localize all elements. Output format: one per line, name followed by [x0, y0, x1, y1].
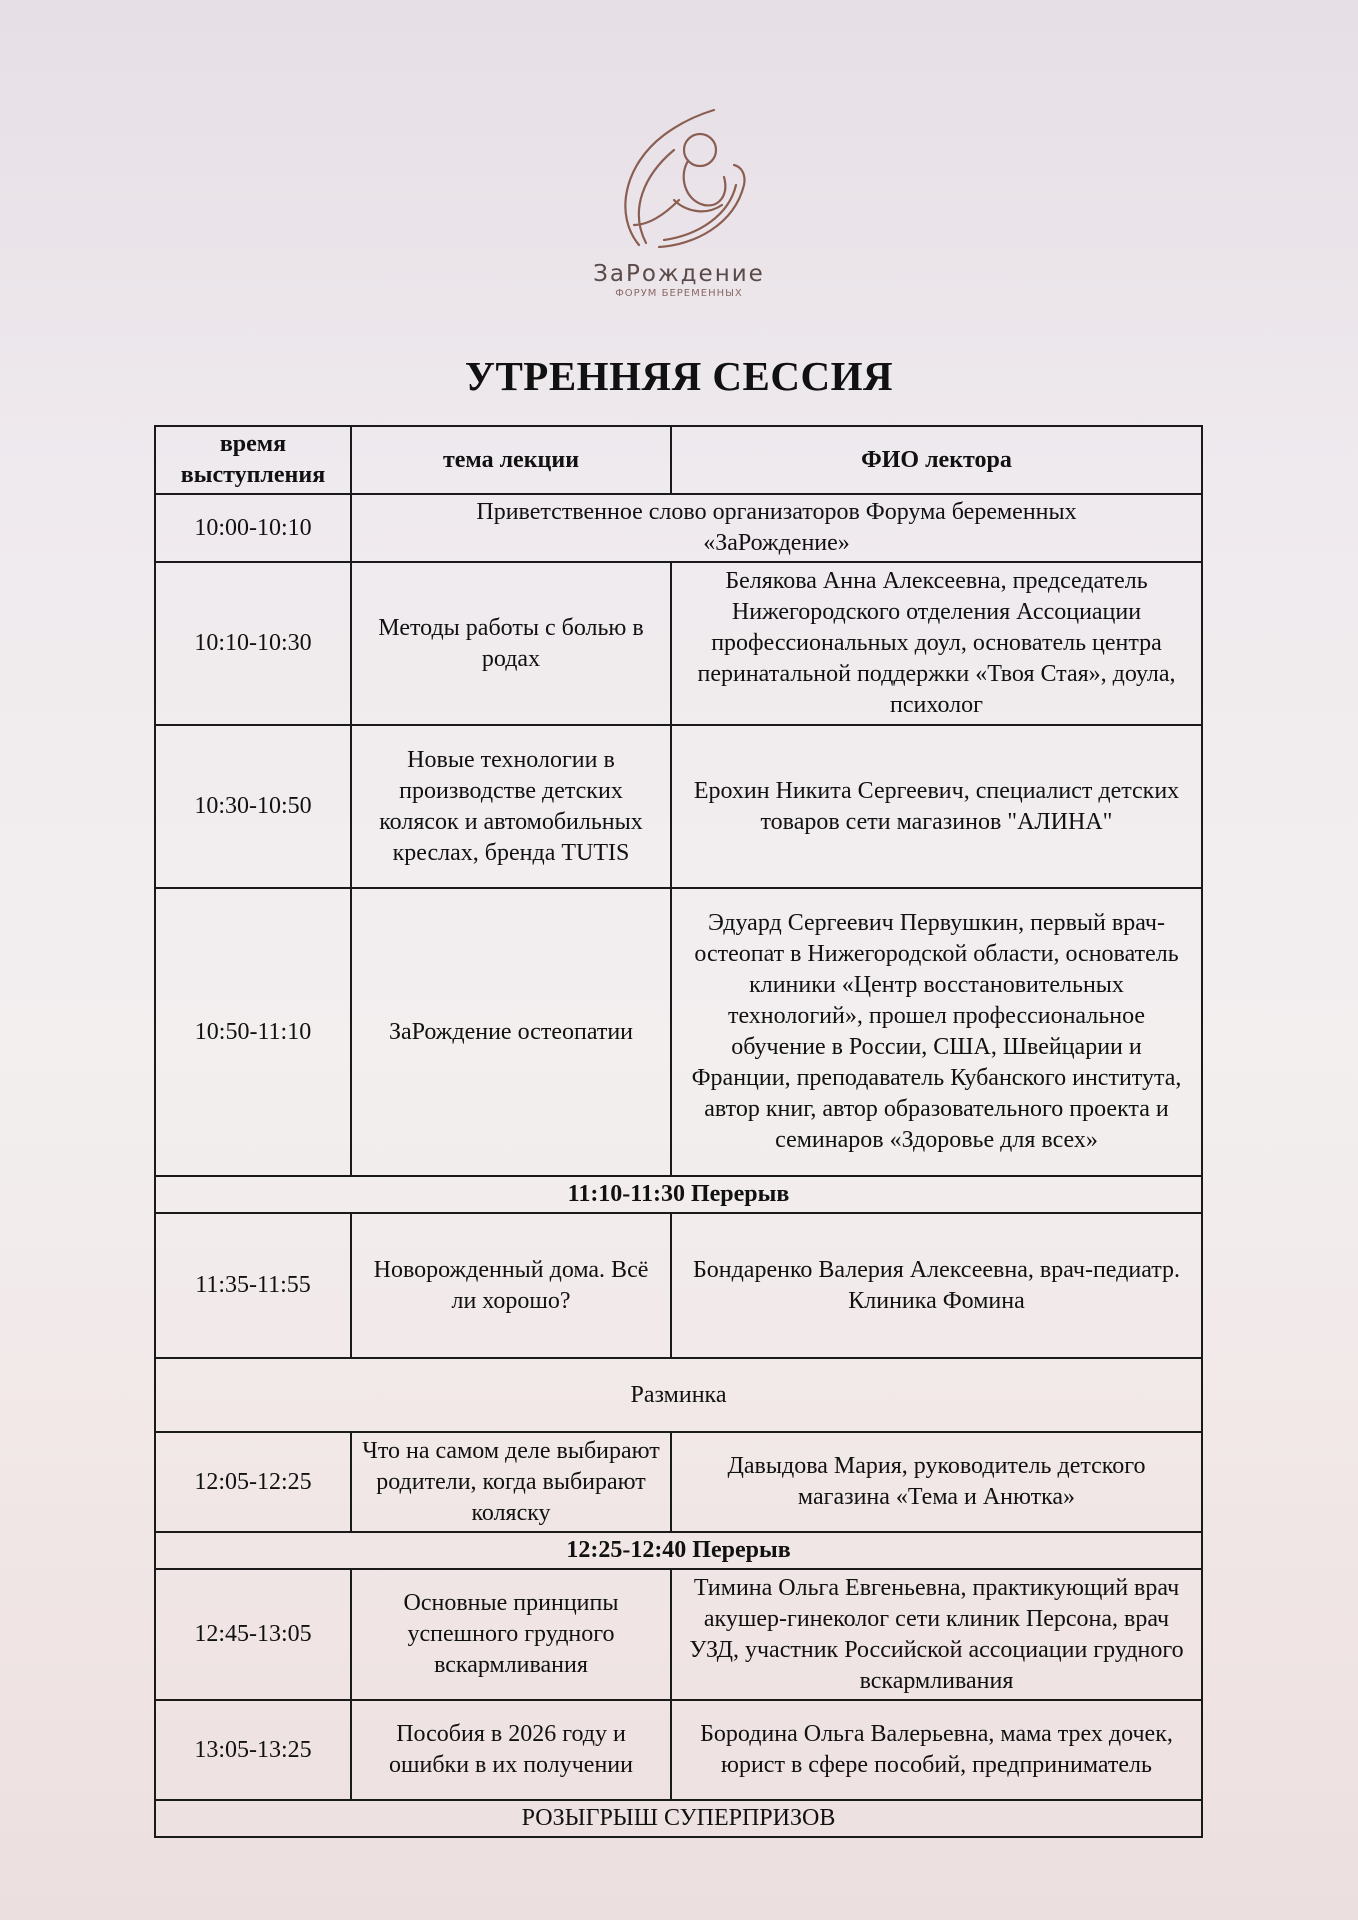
- logo: [0, 105, 1358, 299]
- break-cell: 12:25-12:40 Перерыв: [155, 1532, 1202, 1569]
- break-cell: 11:10-11:30 Перерыв: [155, 1176, 1202, 1213]
- table-row: [155, 1700, 1202, 1800]
- table-header-row: [155, 426, 1202, 494]
- page-title: УТРЕННЯЯ СЕССИЯ: [464, 353, 894, 399]
- schedule-table: [154, 425, 1203, 1838]
- topic-cell: ЗаРождение остеопатии: [351, 888, 671, 1176]
- lecturer-cell: Ерохин Никита Сергеевич, специалист детских товаров сети магазинов "АЛИНА": [671, 725, 1202, 888]
- time-cell: 10:30-10:50: [155, 725, 351, 888]
- break-row: [155, 1176, 1202, 1213]
- prize-cell: РОЗЫГРЫШ СУПЕРПРИЗОВ: [155, 1800, 1202, 1837]
- mother-and-child-logo-icon: [604, 105, 754, 255]
- header-lecturer: ФИО лектора: [671, 426, 1202, 494]
- time-cell: 12:05-12:25: [155, 1432, 351, 1532]
- time-cell: 10:50-11:10: [155, 888, 351, 1176]
- warmup-cell: Разминка: [155, 1358, 1202, 1432]
- lecturer-cell: Эдуард Сергеевич Первушкин, первый врач-остеопат в Нижегородской области, основатель клиники «Центр восстановительных технологий», прошел профессиональное обучение в России, США, Швейцарии и Франции, преподаватель Кубанского института, автор книг, автор образовательного проекта и семинаров «Здоровье для всех»: [671, 888, 1202, 1176]
- table-row: [155, 1213, 1202, 1358]
- table-row: [155, 562, 1202, 725]
- lecturer-cell: Бородина Ольга Валерьевна, мама трех дочек, юрист в сфере пособий, предприниматель: [671, 1700, 1202, 1800]
- lecturer-cell: Бондаренко Валерия Алексеевна, врач-педиатр. Клиника Фомина: [671, 1213, 1202, 1358]
- time-cell: 10:10-10:30: [155, 562, 351, 725]
- logo-subtitle: ФОРУМ БЕРЕМЕННЫХ: [615, 288, 743, 299]
- table-row: [155, 1432, 1202, 1532]
- warmup-row: [155, 1358, 1202, 1432]
- topic-cell: Пособия в 2026 году и ошибки в их получении: [351, 1700, 671, 1800]
- table-row: [155, 888, 1202, 1176]
- table-row: [155, 725, 1202, 888]
- break-row: [155, 1532, 1202, 1569]
- time-cell: 13:05-13:25: [155, 1700, 351, 1800]
- header-topic: тема лекции: [351, 426, 671, 494]
- lecturer-cell: Тимина Ольга Евгеньевна, практикующий врач акушер-гинеколог сети клиник Персона, врач УЗД, участник Российской ассоциации грудного вскармливания: [671, 1569, 1202, 1700]
- lecturer-cell: Давыдова Мария, руководитель детского магазина «Тема и Анютка»: [671, 1432, 1202, 1532]
- topic-cell: Методы работы с болью в родах: [351, 562, 671, 725]
- time-cell: 10:00-10:10: [155, 494, 351, 562]
- time-cell: 11:35-11:55: [155, 1213, 351, 1358]
- time-cell: 12:45-13:05: [155, 1569, 351, 1700]
- prize-row: [155, 1800, 1202, 1837]
- topic-cell: Новые технологии в производстве детских колясок и автомобильных креслах, бренда TUTIS: [351, 725, 671, 888]
- table-row: [155, 1569, 1202, 1700]
- table-row: [155, 494, 1202, 562]
- topic-cell: Новорожденный дома. Всё ли хорошо?: [351, 1213, 671, 1358]
- welcome-cell: Приветственное слово организаторов Форума беременных «ЗаРождение»: [351, 494, 1202, 562]
- header-time: время выступления: [155, 426, 351, 494]
- lecturer-cell: Белякова Анна Алексеевна, председатель Нижегородского отделения Ассоциации профессиональных доул, основатель центра перинатальной поддержки «Твоя Стая», доула, психолог: [671, 562, 1202, 725]
- logo-name: ЗаРождение: [593, 261, 765, 287]
- topic-cell: Что на самом деле выбирают родители, когда выбирают коляску: [351, 1432, 671, 1532]
- topic-cell: Основные принципы успешного грудного вскармливания: [351, 1569, 671, 1700]
